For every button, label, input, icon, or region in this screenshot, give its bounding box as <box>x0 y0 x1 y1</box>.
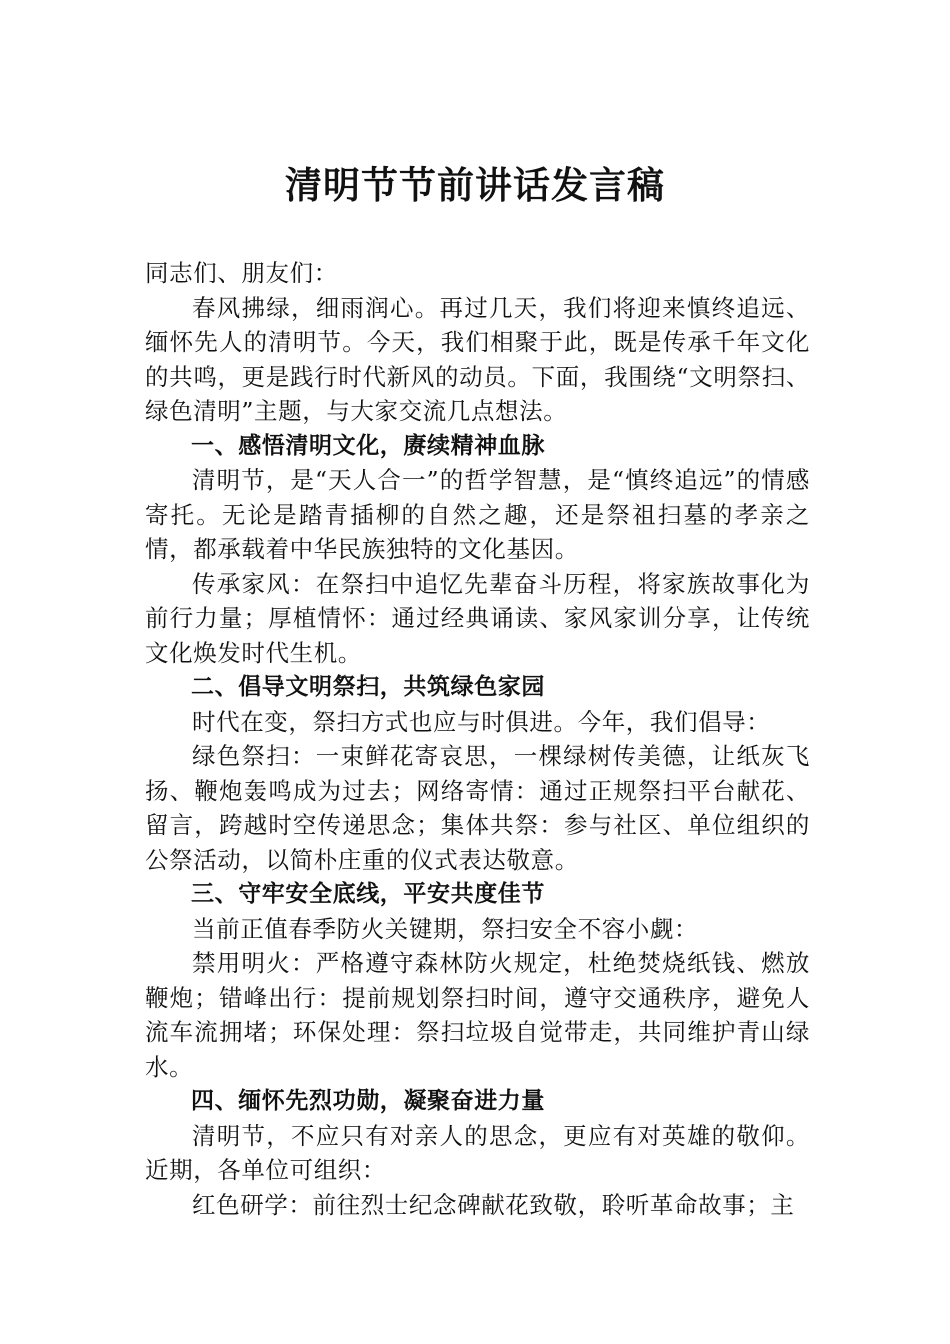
paragraph-martyrs-intro: 清明节，不应只有对亲人的思念，更应有对英雄的敬仰。近期，各单位可组织： <box>145 1121 810 1184</box>
section-heading-1: 一、感悟清明文化，赓续精神血脉 <box>191 432 545 459</box>
paragraph-green-sweeping: 绿色祭扫：一束鲜花寄哀思，一棵绿树传美德，让纸灰飞扬、鞭炮轰鸣成为过去；网络寄情：通过正规祭扫平台献花、留言，跨越时空传递思念；集体共祭：参与社区、单位组织的公祭活动，以简朴庄重的仪式表达敬意。 <box>145 742 810 874</box>
section-heading-2: 二、倡导文明祭扫，共筑绿色家园 <box>191 674 545 700</box>
section-heading-4: 四、缅怀先烈功勋，凝聚奋进力量 <box>191 1088 545 1114</box>
paragraph-safety-intro: 当前正值春季防火关键期，祭扫安全不容小觑： <box>192 914 699 943</box>
paragraph-red-study: 红色研学：前往烈士纪念碑献花致敬，聆听革命故事；主 <box>192 1190 795 1219</box>
document-body <box>145 256 810 1222</box>
salutation: 同志们、朋友们： <box>145 259 338 287</box>
paragraph-culture: 清明节，是“天人合一”的哲学智慧，是“慎终追远”的情感寄托。无论是踏青插柳的自然之趣，还是祭祖扫墓的孝亲之情，都承载着中华民族独特的文化基因。 <box>145 466 810 563</box>
paragraph-advocacy-intro: 时代在变，祭扫方式也应与时俱进。今年，我们倡导： <box>192 707 771 736</box>
document-title: 清明节节前讲话发言稿 <box>285 163 665 207</box>
paragraph-intro: 春风拂绿，细雨润心。再过几天，我们将迎来慎终追远、缅怀先人的清明节。今天，我们相聚于此，既是传承千年文化的共鸣，更是践行时代新风的动员。下面，我围绕“文明祭扫、绿色清明”主题，与大家交流几点想法。 <box>145 293 810 425</box>
paragraph-safety-measures: 禁用明火：严格遵守森林防火规定，杜绝焚烧纸钱、燃放鞭炮；错峰出行：提前规划祭扫时间，遵守交通秩序，避免人流车流拥堵；环保处理：祭扫垃圾自觉带走，共同维护青山绿水。 <box>145 949 810 1081</box>
section-heading-3: 三、守牢安全底线，平安共度佳节 <box>191 881 545 907</box>
paragraph-family-tradition: 传承家风：在祭扫中追忆先辈奋斗历程，将家族故事化为前行力量；厚植情怀：通过经典诵读、家风家训分享，让传统文化焕发时代生机。 <box>145 569 810 667</box>
